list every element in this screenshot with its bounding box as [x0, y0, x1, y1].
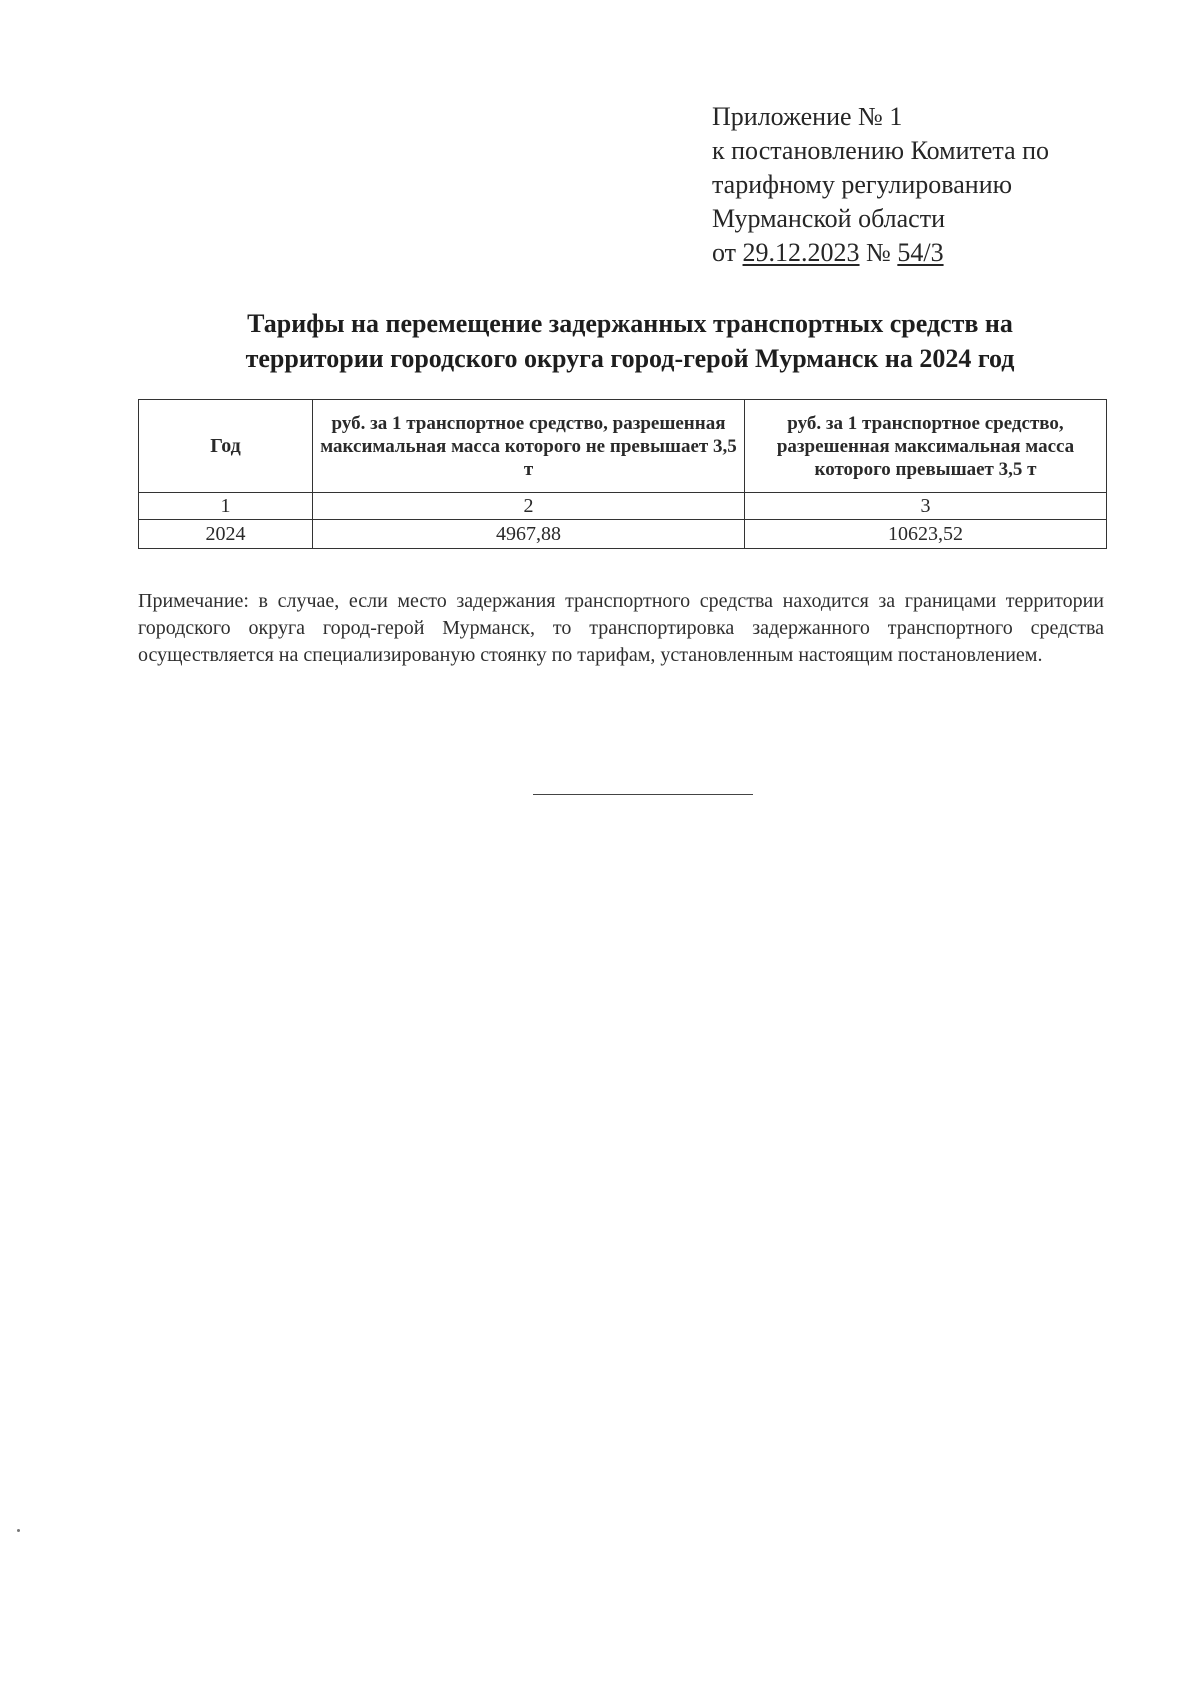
header-tariff-heavy: руб. за 1 транспортное средство, разрешенная максимальная масса которого превышает 3,5 т [745, 400, 1107, 493]
appendix-committee: тарифному регулированию [712, 170, 1013, 199]
date-prefix: от [712, 238, 737, 267]
appendix-block [712, 100, 1049, 270]
tariff-table [138, 399, 1107, 549]
closing-divider [533, 794, 753, 795]
title-line-2: территории городского округа город-герой Мурманск на 2024 год [245, 344, 1015, 373]
decree-number: 54/3 [897, 238, 944, 267]
cell-year: 2024 [139, 520, 313, 549]
column-number: 3 [745, 493, 1107, 520]
appendix-number: Приложение № 1 [712, 102, 903, 131]
document-title [150, 306, 1110, 376]
column-number: 1 [139, 493, 313, 520]
scan-speck [17, 1529, 20, 1532]
cell-tariff-heavy: 10623,52 [745, 520, 1107, 549]
title-line-1: Тарифы на перемещение задержанных транспортных средств на [247, 309, 1013, 338]
table-row [139, 520, 1107, 549]
appendix-date-line [712, 236, 1049, 270]
note-paragraph: Примечание: в случае, если место задержания транспортного средства находится за границами территории городского округа город-герой Мурманск, то транспортировка задержанного транспортного средства осуществляется на специализированую стоянку по тарифам, установленным настоящим постановлением. [138, 590, 1104, 666]
decree-date: 29.12.2023 [742, 238, 860, 267]
appendix-region: Мурманской области [712, 204, 945, 233]
header-tariff-light: руб. за 1 транспортное средство, разрешенная максимальная масса которого не превышает 3,5 т [313, 400, 745, 493]
column-number-row [139, 493, 1107, 520]
header-year: Год [139, 400, 313, 493]
number-prefix: № [866, 238, 891, 267]
cell-tariff-light: 4967,88 [313, 520, 745, 549]
table-header-row [139, 400, 1107, 493]
column-number: 2 [313, 493, 745, 520]
appendix-reference: к постановлению Комитета по [712, 136, 1050, 165]
